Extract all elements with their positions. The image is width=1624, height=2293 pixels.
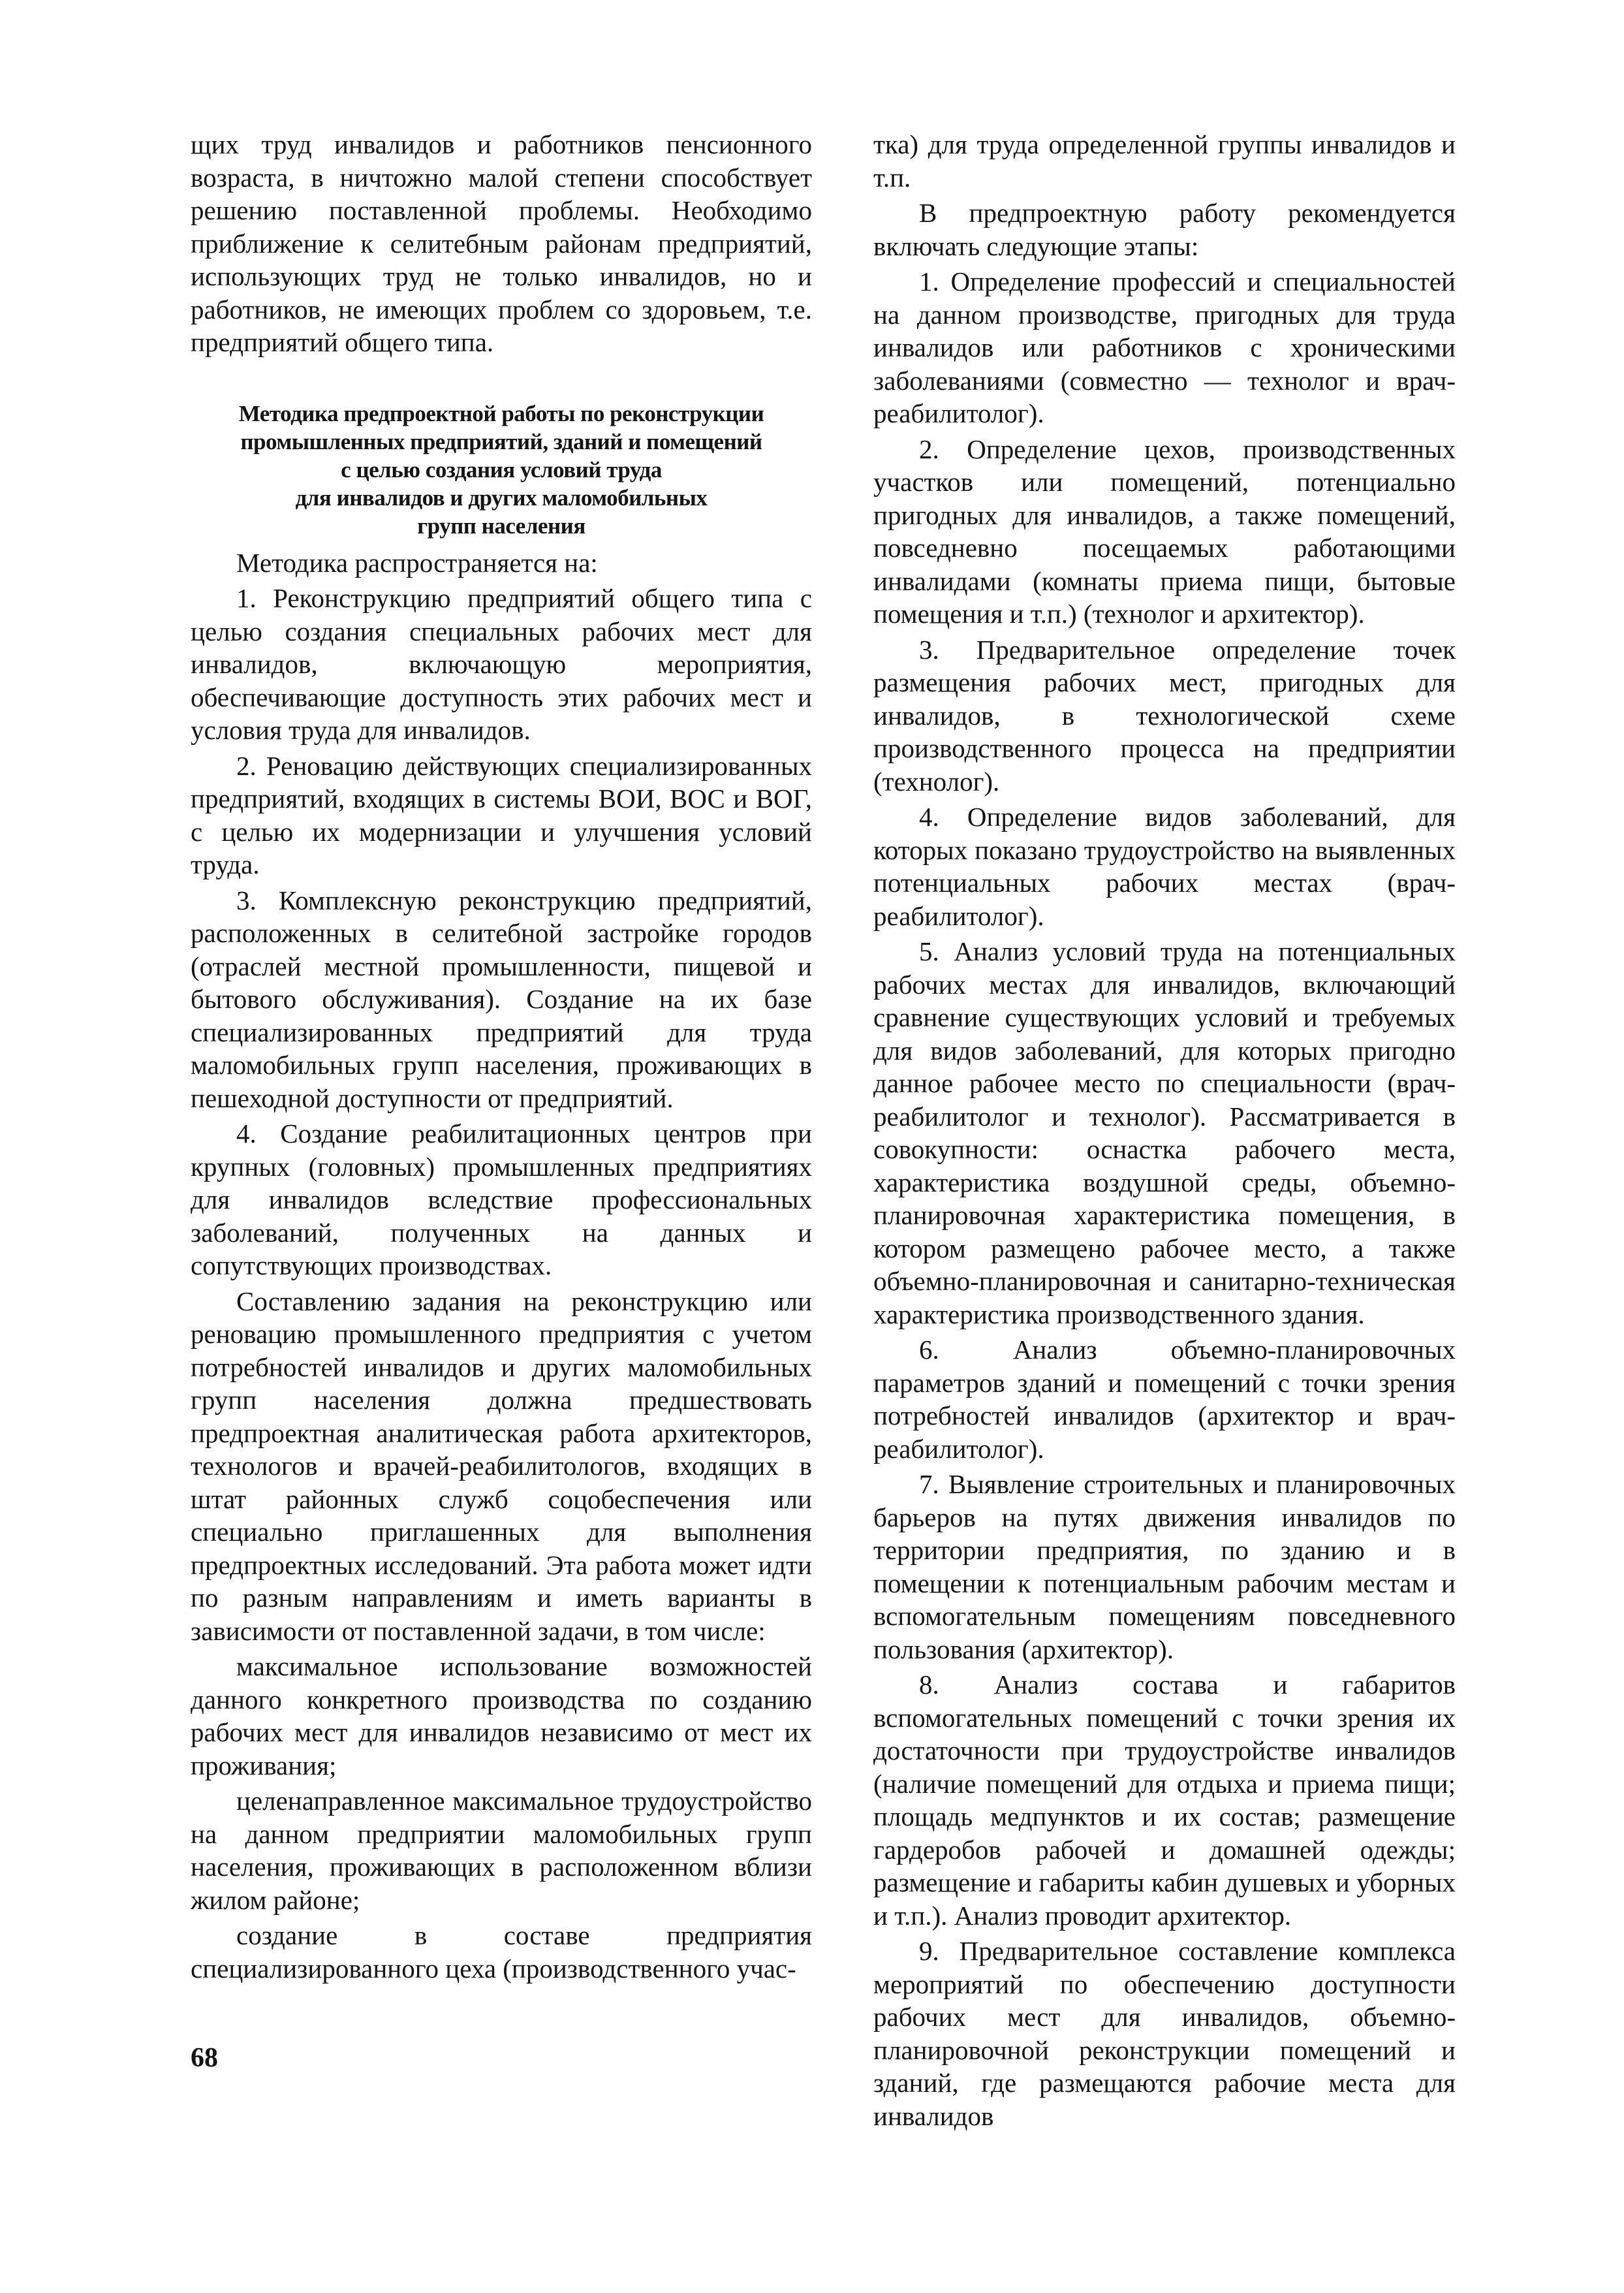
- body-paragraph: В предпроектную работу рекомендуется включать следующие этапы:: [873, 198, 1456, 261]
- heading-line: Методика предпроектной работы по реконструкции: [238, 400, 764, 426]
- body-paragraph: 3. Комплексную реконструкцию предприятий, расположенных в селитебной застройке городов (отраслей местной промышленности, пищевой и бытового обслуживания). Создание на их базе специализированных предприятий для труда маломобильных групп населения, проживающих в пешеходной доступности от предприятий.: [191, 885, 812, 1113]
- body-paragraph: создание в составе предприятия специализированного цеха (производственного учас-: [191, 1920, 812, 1984]
- body-paragraph: 7. Выявление строительных и планировочных барьеров на путях движения инвалидов по территории предприятия, по зданию и в помещении к потенциальным рабочим местам и вспомогательным помещениям повседневного пользования (архитектор).: [873, 1469, 1456, 1664]
- left-intro-paragraph: щих труд инвалидов и работников пенсионного возраста, в ничтожно малой степени способствует решению поставленной проблемы. Необходимо приближение к селитебным районам предприятий, использующих труд не только инвалидов, но и работников, не имеющих проблем со здоровьем, т.е. предприятий общего типа.: [191, 129, 812, 357]
- page-number: 68: [191, 2043, 218, 2073]
- right-text-column: [873, 128, 1456, 2135]
- body-paragraph: Составлению задания на реконструкцию или реновацию промышленного предприятия с учетом потребностей инвалидов и других маломобильных групп населения должна предшествовать предпроектная аналитическая работа архитекторов, технологов и врачей-реабилитологов, входящих в штат районных служб соцобеспечения или специально приглашенных для выполнения предпроектных исследований. Эта работа может идти по разным направлениям и иметь варианты в зависимости от поставленной задачи, в том числе:: [191, 1286, 812, 1646]
- heading-line: промышленных предприятий, зданий и помещений: [240, 428, 762, 454]
- body-paragraph: 3. Предварительное определение точек размещения рабочих мест, пригодных для инвалидов, в технологической схеме производственного процесса на предприятии (технолог).: [873, 634, 1456, 797]
- heading-line: с целью создания условий труда: [341, 456, 662, 482]
- heading-line: для инвалидов и других маломобильных: [295, 484, 708, 511]
- body-paragraph: 8. Анализ состава и габаритов вспомогательных помещений с точки зрения их достаточности при трудоустройстве инвалидов (наличие помещений для отдыха и приема пищи; площадь медпунктов и их состав; размещение гардеробов рабочей и домашней одежды; размещение и габариты кабин душевых и уборных и т.п.). Анализ проводит архитектор.: [873, 1669, 1456, 1931]
- body-paragraph: Методика распространяется на:: [236, 547, 598, 578]
- right-intro-paragraph: тка) для труда определенной группы инвалидов и т.п.: [873, 129, 1456, 193]
- body-paragraph: 1. Определение профессий и специальностей на данном производстве, пригодных для труда инвалидов или работников с хроническими заболеваниями (совместно — технолог и врач-реабилитолог).: [873, 266, 1456, 428]
- body-paragraph: 9. Предварительное составление комплекса мероприятий по обеспечению доступности рабочих мест для инвалидов, объемно-планировочной реконструкции помещений и зданий, где размещаются рабочие места для инвалидов: [873, 1936, 1456, 2131]
- section-heading: [191, 400, 812, 540]
- body-paragraph: 2. Реновацию действующих специализированных предприятий, входящих в системы ВОИ, ВОС и ВОГ, с целью их модернизации и улучшения условий труда.: [191, 750, 812, 879]
- heading-line: групп населения: [417, 513, 586, 539]
- body-paragraph: целенаправленное максимальное трудоустройство на данном предприятии маломобильных групп населения, проживающих в расположенном вблизи жилом районе;: [191, 1786, 812, 1915]
- body-paragraph: 6. Анализ объемно-планировочных параметров зданий и помещений с точки зрения потребностей инвалидов (архитектор и врач-реабилитолог).: [873, 1335, 1456, 1464]
- body-paragraph: 4. Определение видов заболеваний, для которых показано трудоустройство на выявленных потенциальных рабочих местах (врач-реабилитолог).: [873, 802, 1456, 931]
- left-text-column: [191, 128, 812, 1987]
- body-paragraph: 1. Реконструкцию предприятий общего типа с целью создания специальных рабочих мест для инвалидов, включающую мероприятия, обеспечивающие доступность этих рабочих мест и условия труда для инвалидов.: [191, 583, 812, 745]
- body-paragraph: 2. Определение цехов, производственных участков или помещений, потенциально пригодных для инвалидов, а также помещений, повседневно посещаемых работающими инвалидами (комнаты приема пищи, бытовые помещения и т.п.) (технолог и архитектор).: [873, 434, 1456, 629]
- body-paragraph: 5. Анализ условий труда на потенциальных рабочих местах для инвалидов, включающий сравнение существующих условий и требуемых для видов заболеваний, для которых пригодно данное рабочее место по специальности (врач-реабилитолог и технолог). Рассматривается в совокупности: оснастка рабочего места, характеристика воздушной среды, объемно-планировочная характеристика помещения, в котором размещено рабочее место, а также объемно-планировочная и санитарно-техническая характеристика производственного здания.: [873, 936, 1456, 1329]
- body-paragraph: максимальное использование возможностей данного конкретного производства по созданию рабочих мест для инвалидов независимо от мест их проживания;: [191, 1651, 812, 1780]
- body-paragraph: 4. Создание реабилитационных центров при крупных (головных) промышленных предприятиях для инвалидов вследствие профессиональных заболеваний, полученных на данных и сопутствующих производствах.: [191, 1118, 812, 1280]
